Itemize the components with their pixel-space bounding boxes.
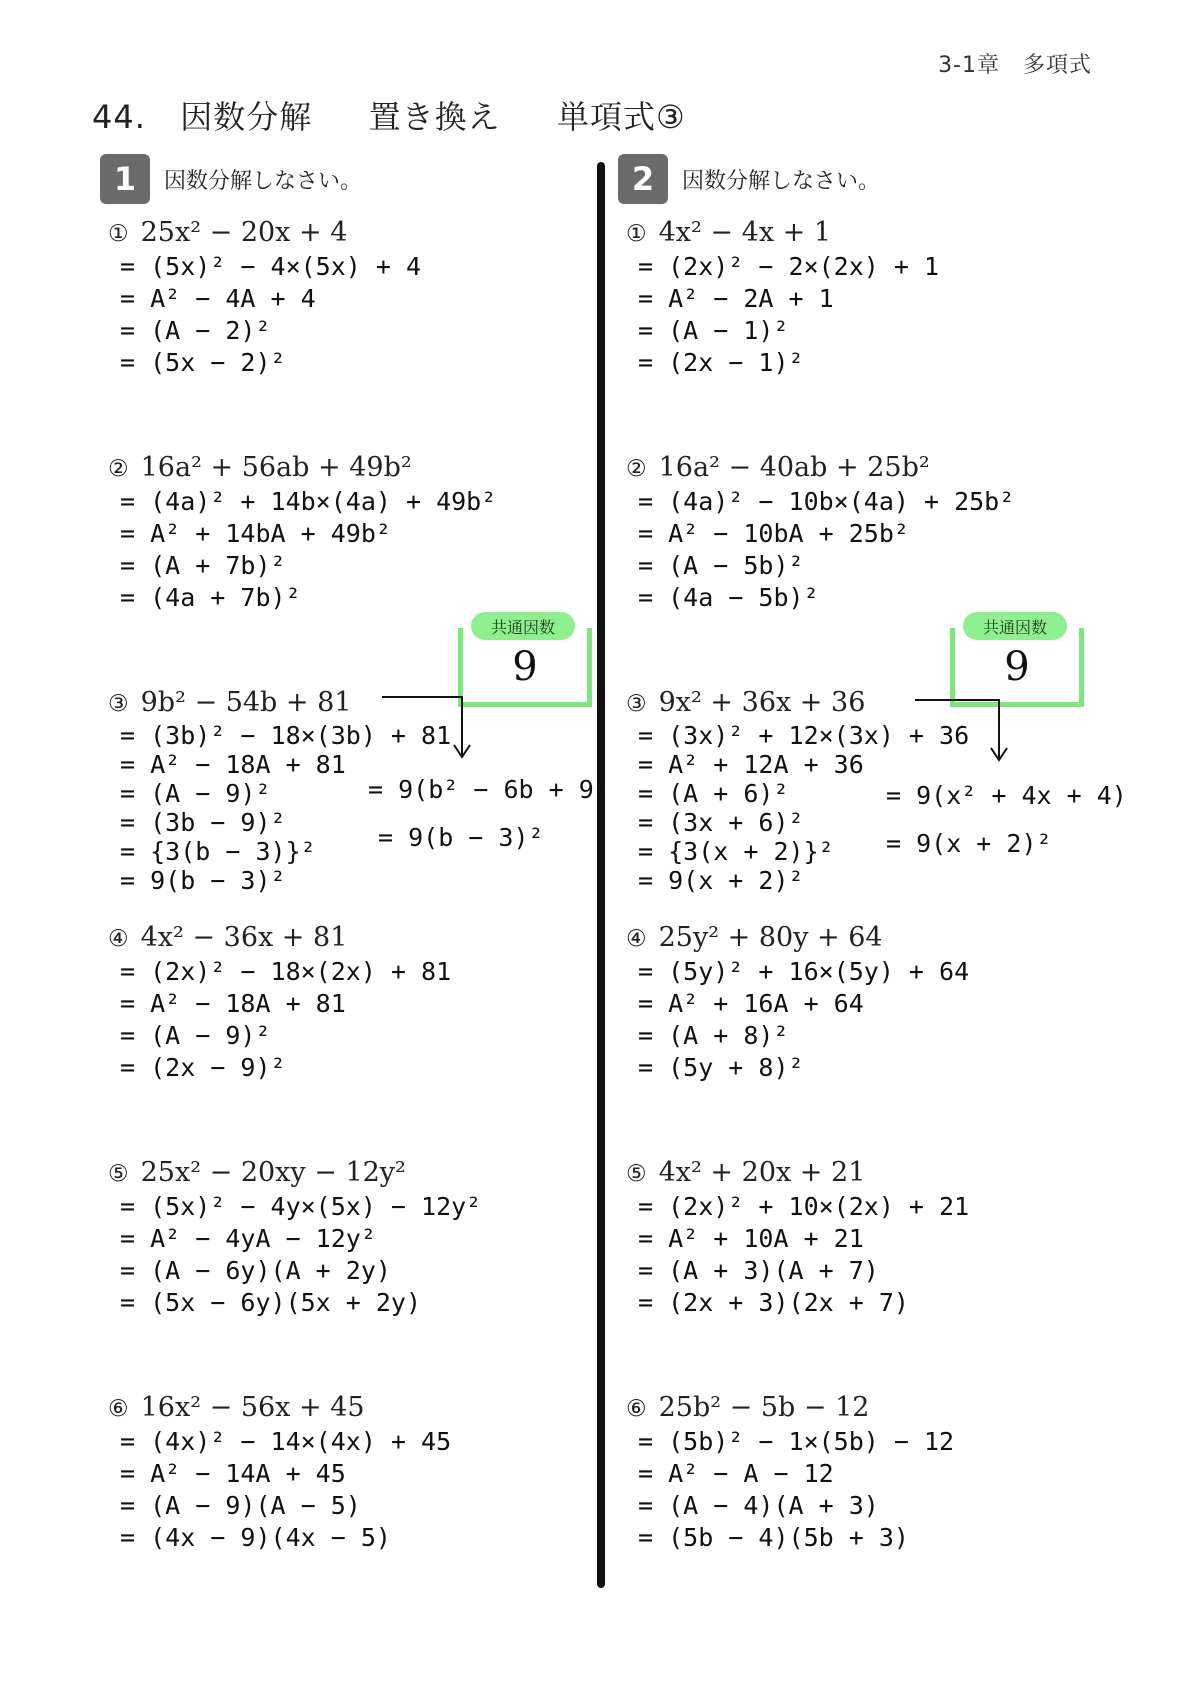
solution-step: = (A − 6y)(A + 2y) xyxy=(120,1256,391,1285)
solution-step: = (A + 8)² xyxy=(638,1021,789,1050)
solution-step: = (4x − 9)(4x − 5) xyxy=(120,1523,391,1552)
problem-expression: 16a² − 40ab + 25b² xyxy=(658,452,930,483)
solution-step: = (2x)² − 18×(2x) + 81 xyxy=(120,957,452,986)
solution-step: = (5b − 4)(5b + 3) xyxy=(638,1523,909,1552)
section-1-header xyxy=(100,155,580,203)
problem-expression: 9x² + 36x + 36 xyxy=(658,687,866,718)
side-step: = 9(b² − 6b + 9) xyxy=(368,775,609,804)
solution-step: = (3b − 9)² xyxy=(120,808,286,837)
solution-step: = (5b)² − 1×(5b) − 12 xyxy=(638,1427,955,1456)
solution-step: = {3(x + 2)}² xyxy=(638,837,834,866)
common-factor-label: 共通因数 xyxy=(963,612,1067,640)
solution-step: = (A + 6)² xyxy=(638,779,789,808)
section-2 xyxy=(618,155,1127,1552)
title-number: 44. xyxy=(92,98,146,136)
solution-step: = (5x − 2)² xyxy=(120,348,286,377)
solution-step: = (5y + 8)² xyxy=(638,1053,804,1082)
side-step: = 9(b − 3)² xyxy=(378,823,544,852)
solution-step: = A² − 10bA + 25b² xyxy=(638,519,909,548)
solution-step: = (A − 5b)² xyxy=(638,551,804,580)
problem-label: ③ xyxy=(108,691,129,717)
common-factor-label: 共通因数 xyxy=(471,612,575,640)
solution-step: = (A − 9)² xyxy=(120,779,271,808)
page-title xyxy=(92,92,686,138)
solution-step: = (4a + 7b)² xyxy=(120,583,301,612)
solution-step: = A² − 4yA − 12y² xyxy=(120,1224,376,1253)
arrow-icon xyxy=(913,688,1023,768)
solution-step: = A² − 14A + 45 xyxy=(120,1459,346,1488)
problem-2-1 xyxy=(626,215,1106,379)
solution-step: = A² − A − 12 xyxy=(638,1459,834,1488)
solution-step: = (4a − 5b)² xyxy=(638,583,819,612)
section-2-header xyxy=(618,155,1098,203)
problem-1-1 xyxy=(108,215,588,379)
common-factor-value: 9 xyxy=(1004,644,1030,690)
solution-step: = (2x + 3)(2x + 7) xyxy=(638,1288,909,1317)
solution-step: = (A − 4)(A + 3) xyxy=(638,1491,879,1520)
solution-step: = (4a)² − 10b×(4a) + 25b² xyxy=(638,487,1015,516)
problem-label: ④ xyxy=(108,926,129,952)
title-part-3: 単項式③ xyxy=(556,98,686,136)
problem-label: ① xyxy=(108,221,129,247)
problem-label: ⑤ xyxy=(626,1161,647,1187)
problem-1-2 xyxy=(108,450,588,614)
solution-step: = (2x − 9)² xyxy=(120,1053,286,1082)
section-1-instruction: 因数分解しなさい。 xyxy=(164,168,363,194)
solution-step: = A² − 4A + 4 xyxy=(120,284,316,313)
title-part-1: 因数分解 xyxy=(180,98,313,136)
problem-2-2 xyxy=(626,450,1106,614)
solution-step: = A² − 18A + 81 xyxy=(120,989,346,1018)
solution-step: = (A + 3)(A + 7) xyxy=(638,1256,879,1285)
problem-expression: 25b² − 5b − 12 xyxy=(658,1392,870,1423)
problem-expression: 25y² + 80y + 64 xyxy=(658,922,883,953)
chapter-label: 3-1章 多項式 xyxy=(938,53,1092,78)
section-2-badge: 2 xyxy=(618,154,668,204)
solution-step: = (A − 2)² xyxy=(120,316,271,345)
problem-expression: 25x² − 20x + 4 xyxy=(140,217,348,248)
solution-step: = (4a)² + 14b×(4a) + 49b² xyxy=(120,487,497,516)
title-part-2: 置き換え xyxy=(368,98,501,136)
problem-expression: 16x² − 56x + 45 xyxy=(140,1392,365,1423)
solution-step: = (5x)² − 4×(5x) + 4 xyxy=(120,252,422,281)
solution-step: = (5x − 6y)(5x + 2y) xyxy=(120,1288,422,1317)
solution-step: = (3b)² − 18×(3b) + 81 xyxy=(120,721,452,750)
problem-label: ⑤ xyxy=(108,1161,129,1187)
solution-step: = (A + 7b)² xyxy=(120,551,286,580)
solution-step: = 9(x + 2)² xyxy=(638,866,804,895)
problem-label: ⑥ xyxy=(108,1396,129,1422)
solution-step: = (2x)² − 2×(2x) + 1 xyxy=(638,252,940,281)
solution-step: = A² − 18A + 81 xyxy=(120,750,346,779)
solution-step: = 9(b − 3)² xyxy=(120,866,286,895)
problem-expression: 4x² − 4x + 1 xyxy=(658,217,832,248)
problem-1-6 xyxy=(108,1390,588,1554)
problem-2-4 xyxy=(626,920,1106,1084)
solution-step: = (5x)² − 4y×(5x) − 12y² xyxy=(120,1192,482,1221)
solution-step: = A² + 16A + 64 xyxy=(638,989,864,1018)
problem-expression: 25x² − 20xy − 12y² xyxy=(140,1157,406,1188)
solution-step: = (3x + 6)² xyxy=(638,808,804,837)
section-1-badge: 1 xyxy=(100,154,150,204)
solution-step: = (A − 1)² xyxy=(638,316,789,345)
problem-2-5 xyxy=(626,1155,1106,1319)
problem-expression: 9b² − 54b + 81 xyxy=(140,687,352,718)
problem-label: ② xyxy=(108,456,129,482)
problem-label: ④ xyxy=(626,926,647,952)
solution-step: = (5y)² + 16×(5y) + 64 xyxy=(638,957,970,986)
solution-step: = (A − 9)² xyxy=(120,1021,271,1050)
solution-step: = (3x)² + 12×(3x) + 36 xyxy=(638,721,970,750)
solution-step: = A² + 10A + 21 xyxy=(638,1224,864,1253)
problem-label: ⑥ xyxy=(626,1396,647,1422)
column-divider xyxy=(597,162,605,1588)
problem-expression: 4x² + 20x + 21 xyxy=(658,1157,866,1188)
section-2-instruction: 因数分解しなさい。 xyxy=(682,168,881,194)
solution-step: = (2x − 1)² xyxy=(638,348,804,377)
problem-label: ② xyxy=(626,456,647,482)
solution-step: = {3(b − 3)}² xyxy=(120,837,316,866)
problem-label: ③ xyxy=(626,691,647,717)
solution-step: = A² + 12A + 36 xyxy=(638,750,864,779)
side-step: = 9(x + 2)² xyxy=(886,829,1052,858)
side-step: = 9(x² + 4x + 4) xyxy=(886,781,1127,810)
solution-step: = (2x)² + 10×(2x) + 21 xyxy=(638,1192,970,1221)
problem-2-6 xyxy=(626,1390,1106,1554)
problem-1-5 xyxy=(108,1155,588,1319)
problem-1-4 xyxy=(108,920,588,1084)
solution-step: = (A − 9)(A − 5) xyxy=(120,1491,361,1520)
solution-step: = A² − 2A + 1 xyxy=(638,284,834,313)
common-factor-value: 9 xyxy=(512,644,538,690)
section-1 xyxy=(100,155,609,1552)
arrow-icon xyxy=(380,685,500,765)
problem-label: ① xyxy=(626,221,647,247)
problem-expression: 16a² + 56ab + 49b² xyxy=(140,452,412,483)
problem-expression: 4x² − 36x + 81 xyxy=(140,922,348,953)
solution-step: = A² + 14bA + 49b² xyxy=(120,519,391,548)
solution-step: = (4x)² − 14×(4x) + 45 xyxy=(120,1427,452,1456)
